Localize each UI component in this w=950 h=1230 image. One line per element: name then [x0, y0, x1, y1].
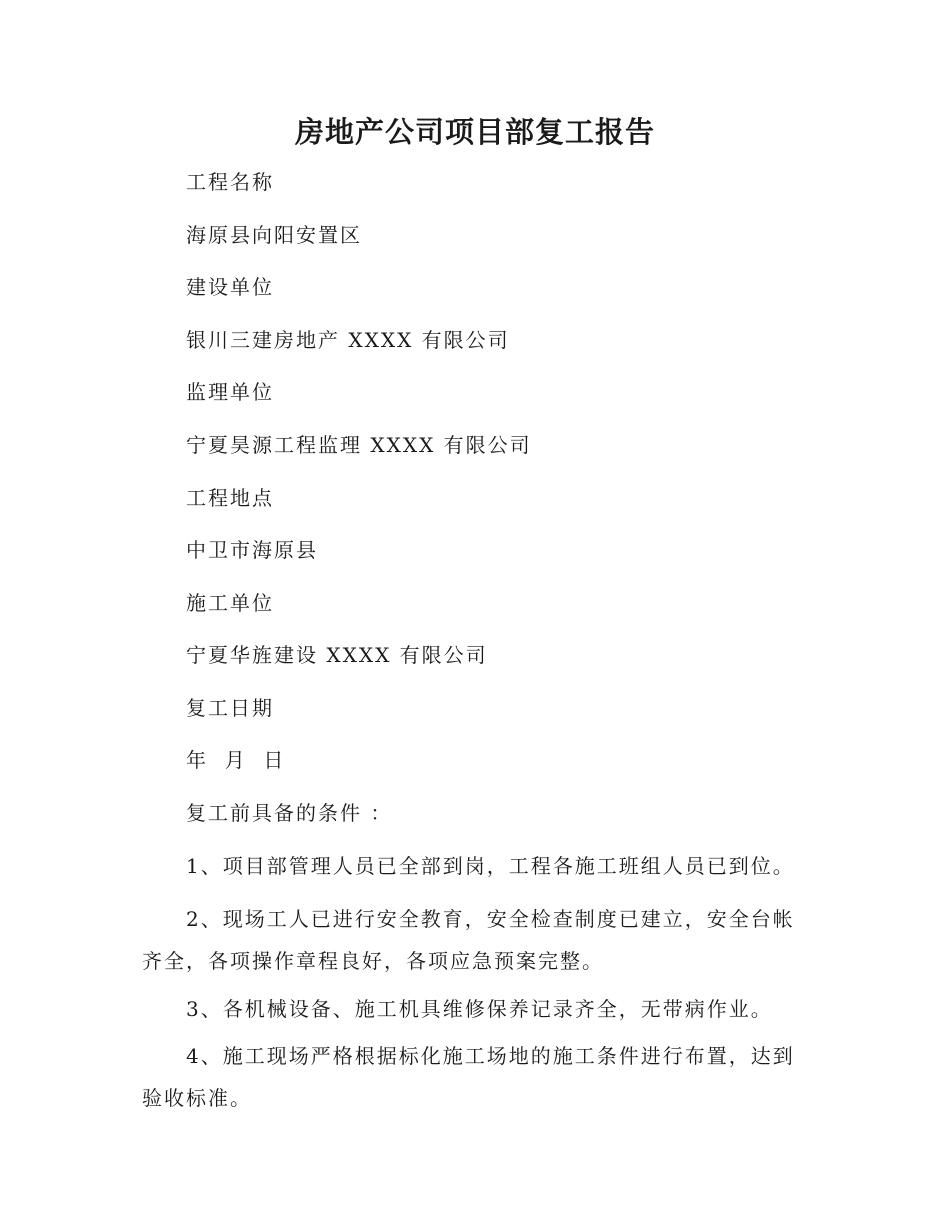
field-label-contractor: 施工单位	[186, 591, 274, 615]
field-value-contractor: 宁夏华旌建设 XXXX 有限公司	[186, 643, 488, 667]
field-value-construction-unit: 银川三建房地产 XXXX 有限公司	[186, 328, 510, 352]
field-label-supervision-unit: 监理单位	[186, 380, 274, 404]
condition-item-4: 4、施工现场严格根据标化施工场地的施工条件进行布置，达到验收标准。	[142, 1044, 795, 1110]
field-value-project-location: 中卫市海原县	[186, 538, 318, 562]
condition-item-2: 2、现场工人已进行安全教育，安全检查制度已建立，安全台帐齐全，各项操作章程良好，各项应急预案完整。	[142, 907, 795, 973]
field-label-construction-unit: 建设单位	[186, 275, 274, 299]
conditions-heading: 复工前具备的条件 ：	[186, 801, 393, 825]
field-label-project-location: 工程地点	[186, 486, 274, 510]
field-value-project-name: 海原县向阳安置区	[186, 223, 362, 247]
field-label-resume-date: 复工日期	[186, 696, 274, 720]
field-label-project-name: 工程名称	[186, 170, 274, 194]
condition-item-3: 3、各机械设备、施工机具维修保养记录齐全，无带病作业。	[186, 997, 773, 1021]
document-title: 房地产公司项目部复工报告	[294, 115, 655, 149]
condition-item-1: 1、项目部管理人员已全部到岗，工程各施工班组人员已到位。	[186, 854, 795, 878]
field-value-resume-date: 年 月 日	[186, 748, 286, 772]
field-value-supervision-unit: 宁夏昊源工程监理 XXXX 有限公司	[186, 433, 532, 457]
